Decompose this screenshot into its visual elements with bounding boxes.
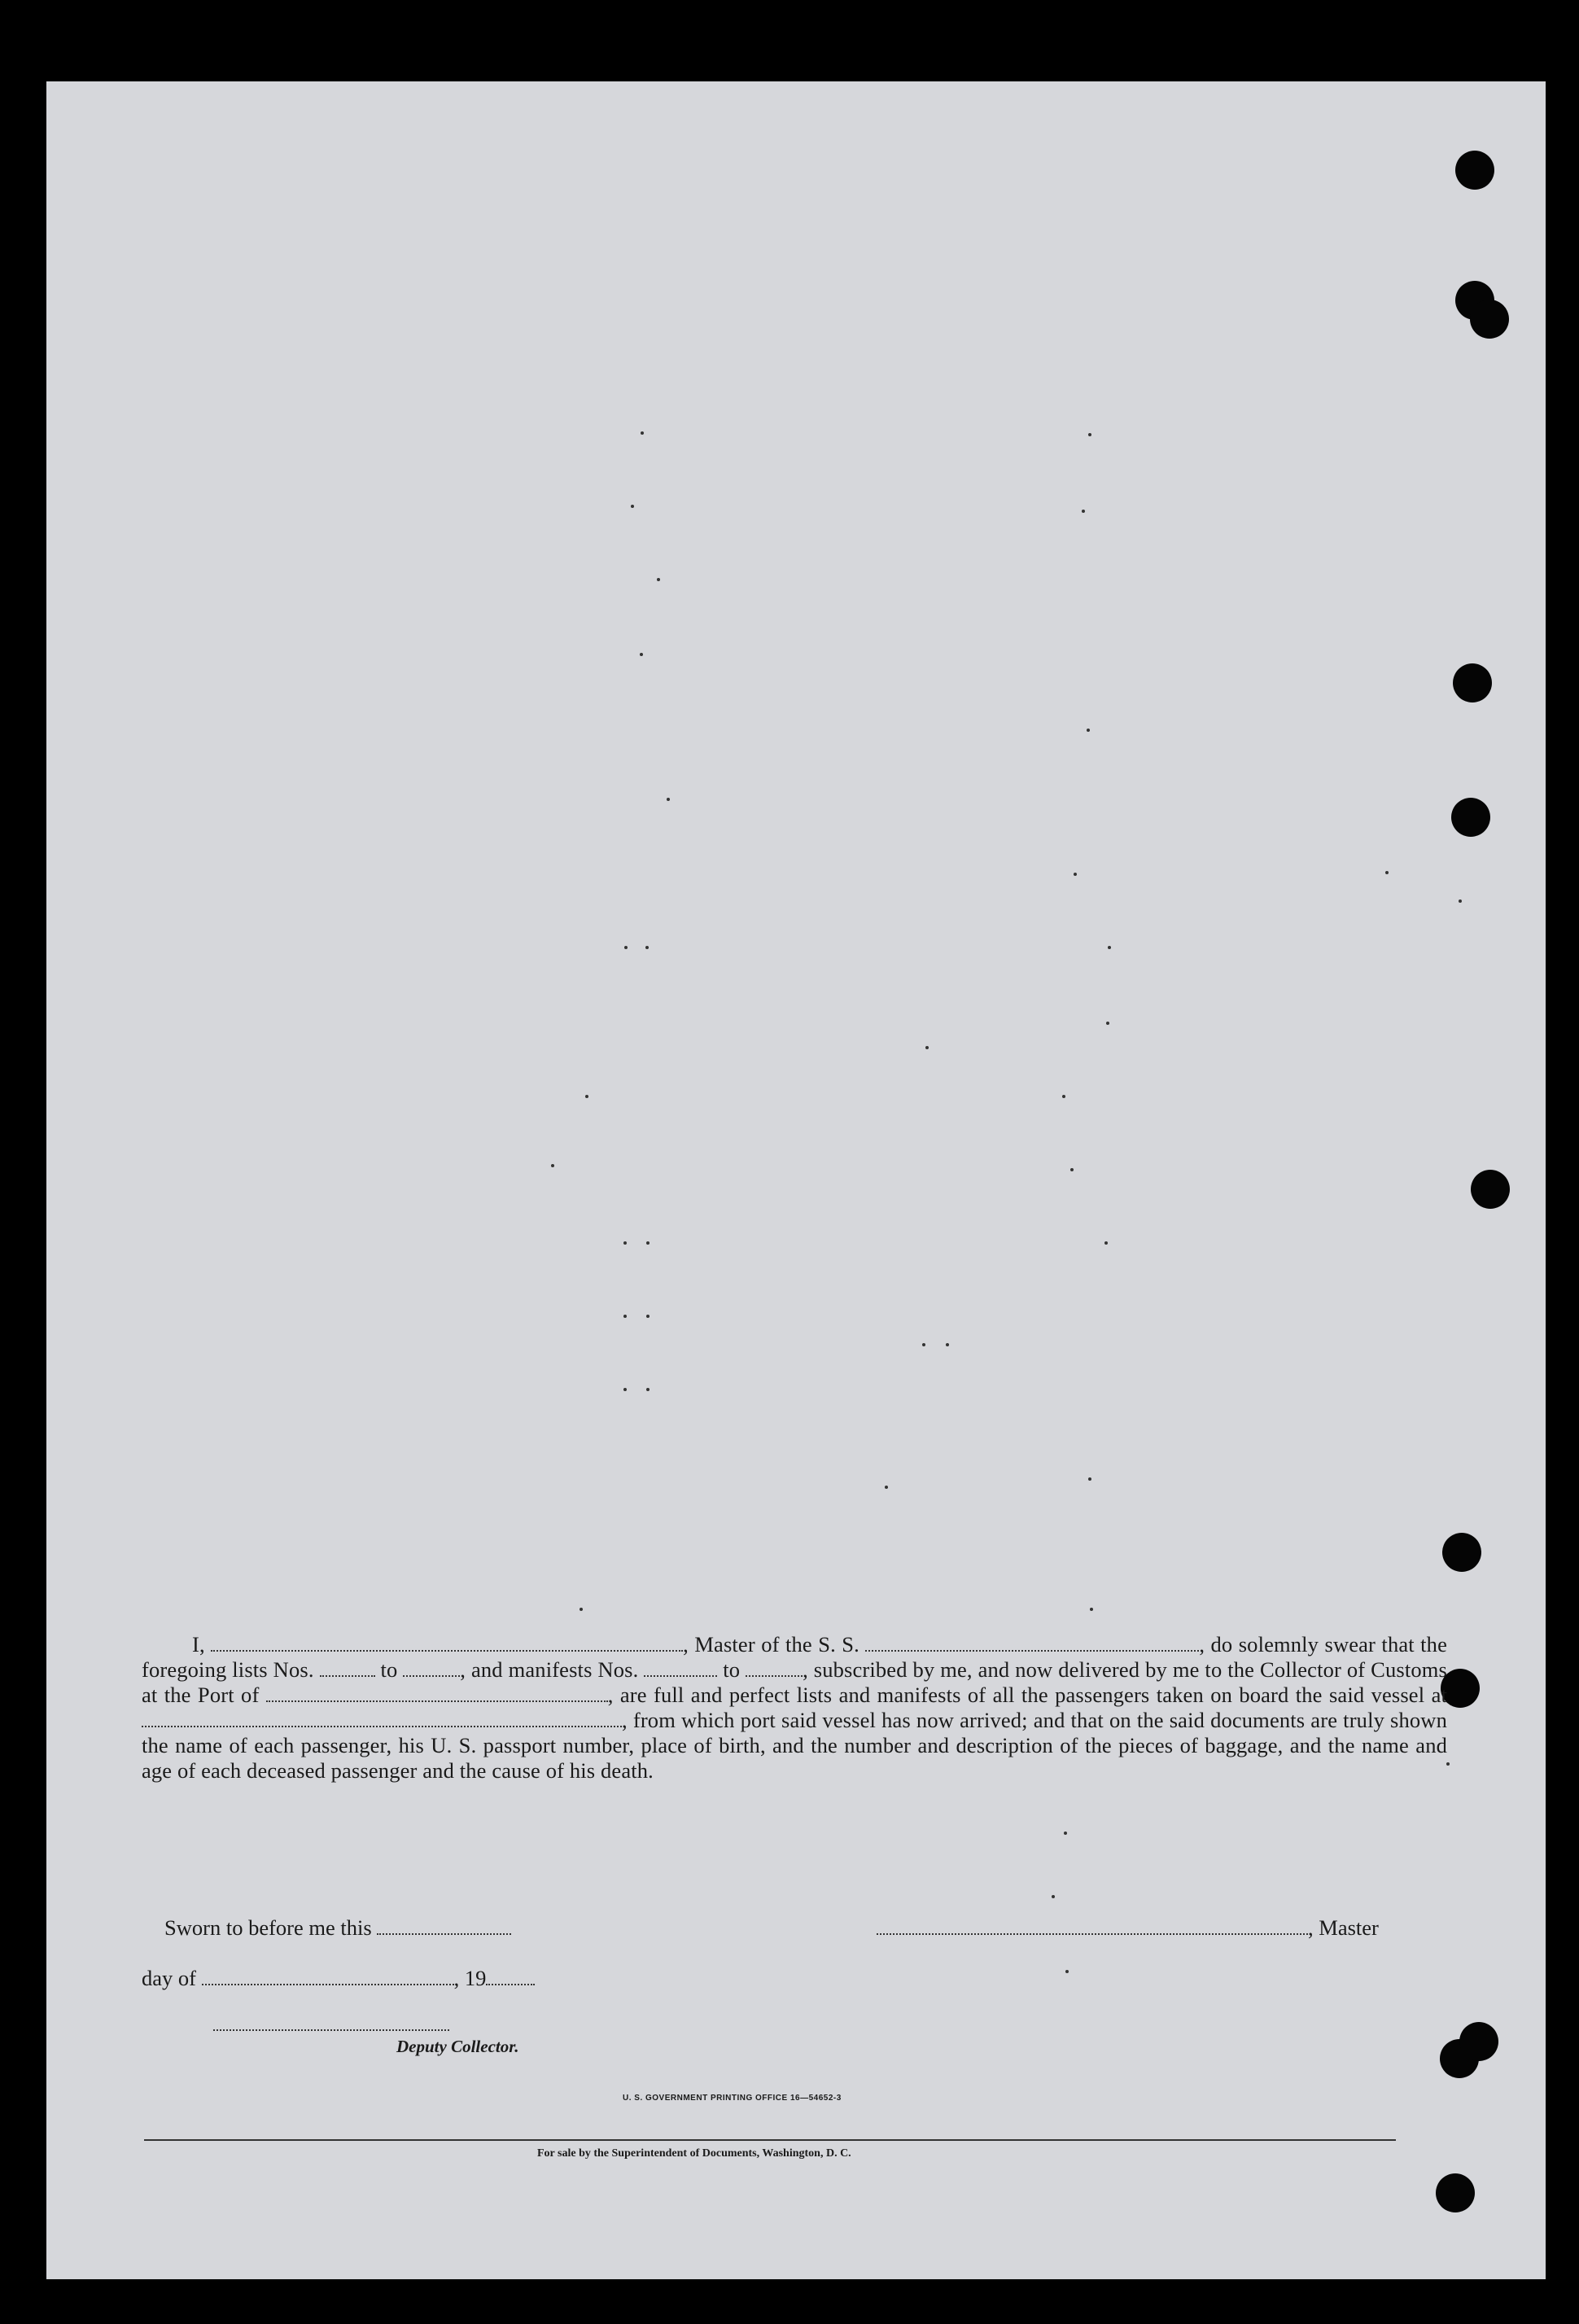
speck: [925, 1046, 929, 1049]
form-page: [46, 81, 1546, 2279]
speck: [1062, 1095, 1065, 1098]
sworn-label: Sworn to before me this: [164, 1915, 372, 1940]
month-blank: [202, 1967, 454, 1985]
speck: [585, 1095, 588, 1098]
oath-i: I,: [192, 1632, 205, 1657]
punch-hole: [1442, 1533, 1481, 1572]
speck: [551, 1164, 554, 1167]
oath-do-solemnly: , do solemnly: [1199, 1632, 1319, 1657]
day-of-line: [142, 1966, 535, 1991]
master-name-blank: [211, 1634, 683, 1652]
lists-from-blank: [320, 1659, 375, 1677]
oath-subscribed: , subscribed by me, and now: [803, 1657, 1053, 1682]
speck: [645, 946, 649, 949]
master-signature-blank: [877, 1917, 1308, 1935]
embark-port-blank: [142, 1709, 622, 1727]
day-of-label: day of: [142, 1966, 196, 1990]
speck: [1070, 1168, 1074, 1171]
oath-to-1: to: [380, 1657, 398, 1682]
speck: [1385, 871, 1389, 874]
speck: [1064, 1832, 1067, 1835]
punch-hole: [1470, 300, 1509, 339]
speck: [624, 946, 628, 949]
master-label: , Master: [1308, 1915, 1379, 1940]
speck: [1052, 1895, 1055, 1898]
speck: [1087, 729, 1090, 732]
vessel-name-blank: [865, 1634, 1199, 1652]
lists-to-blank: [403, 1659, 460, 1677]
sworn-day-blank: [377, 1917, 511, 1935]
speck: [922, 1343, 925, 1346]
speck: [885, 1486, 888, 1489]
speck: [646, 1388, 650, 1391]
oath-rest: port said vessel has now arrived; and that on the said documents are truly shown the name of each passenger, his U. S. passport number, place of birth, and the number and description of the pieces of baggage, and the name and age of each deceased passenger and the cause of his death.: [142, 1708, 1447, 1783]
punch-hole: [1455, 151, 1494, 190]
speck: [623, 1241, 627, 1245]
oath-to-2: to: [723, 1657, 741, 1682]
oath-master-of: , Master of the S. S.: [683, 1632, 859, 1657]
oath-are-full: , are full and perfect lists and: [607, 1683, 871, 1707]
oath-manifests: manifests of all the passengers taken on board the said vessel at: [877, 1683, 1447, 1707]
speck: [1065, 1970, 1069, 1973]
port-blank: [266, 1684, 608, 1702]
punch-hole: [1459, 2022, 1498, 2061]
speck: [1074, 873, 1077, 876]
punch-hole: [1471, 1170, 1510, 1209]
speck: [1104, 1241, 1108, 1245]
speck: [646, 1315, 650, 1318]
deputy-collector-label: Deputy Collector.: [396, 2037, 519, 2056]
for-sale-note: For sale by the Superintendent of Documents, Washington, D. C.: [537, 2147, 851, 2160]
speck: [1459, 899, 1462, 903]
speck: [1090, 1608, 1093, 1611]
speck: [641, 431, 644, 435]
sworn-line: [164, 1915, 511, 1941]
year-label: , 19: [453, 1966, 487, 1990]
year-blank: [486, 1967, 535, 1985]
punch-hole: [1453, 663, 1492, 702]
speck: [631, 505, 634, 508]
speck: [1106, 1022, 1109, 1025]
speck: [657, 578, 660, 581]
speck: [580, 1608, 583, 1611]
oath-paragraph: [142, 1632, 1447, 1783]
oath-delivered: delivered by me to the Collector of Customs at the Port of: [142, 1657, 1448, 1707]
footer-rule: [144, 2139, 1396, 2141]
manifests-from-blank: [644, 1659, 717, 1677]
speck: [1088, 433, 1091, 436]
oath-swear: swear that the foregoing lists Nos.: [142, 1632, 1447, 1682]
oath-and-manifests: , and manifests Nos.: [460, 1657, 639, 1682]
deputy-signature-line: [213, 2029, 449, 2031]
speck: [1108, 946, 1111, 949]
punch-hole: [1436, 2173, 1475, 2212]
speck: [640, 653, 643, 656]
manifests-to-blank: [746, 1659, 803, 1677]
gpo-imprint: U. S. GOVERNMENT PRINTING OFFICE 16—54652-3: [623, 2094, 842, 2103]
speck: [946, 1343, 949, 1346]
speck: [1082, 510, 1085, 513]
speck: [646, 1241, 650, 1245]
speck: [1088, 1477, 1091, 1481]
speck: [667, 798, 670, 801]
oath-from-which: , from which: [622, 1708, 735, 1732]
speck: [623, 1388, 627, 1391]
master-signature-line: [877, 1915, 1379, 1941]
punch-hole: [1451, 798, 1490, 837]
speck: [623, 1315, 627, 1318]
